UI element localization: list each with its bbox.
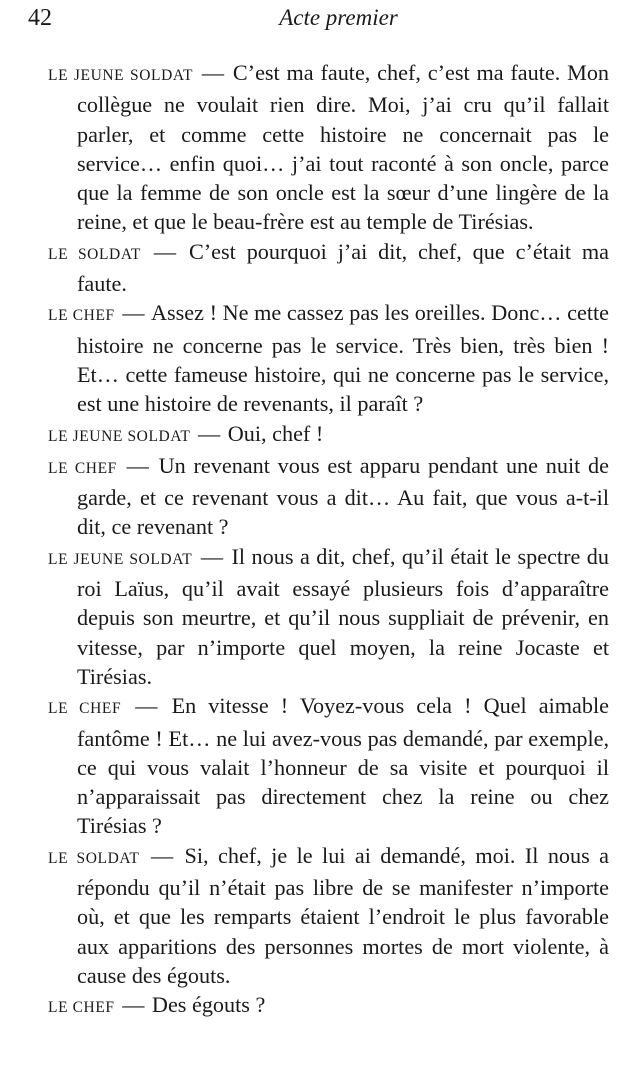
speech [48,990,609,1022]
speaker-name: LE CHEF [48,459,117,477]
speech [48,691,609,840]
speech-dash: — [200,543,224,569]
speech-dash: — [126,452,149,478]
speech [48,419,609,451]
speaker-name: LE JEUNE SOLDAT [48,550,193,568]
speech-dash: — [198,420,221,446]
speaker-name: LE SOLDAT [48,245,141,263]
speech-dash: — [150,842,174,868]
page-number: 42 [28,5,52,31]
speech-text: C’est ma faute, chef, c’est ma faute. Mon collègue ne voulait rien dire. Moi, j’ai cru qu’il fallait parler, et comme cette histoire ne concernait pas le service… enfin quoi… j’ai tout raconté à son oncle, parce que la femme de son oncle est la sœur d’une lingère de la reine, et que le beau-frère est au temple de Tirésias. [77,60,610,235]
speaker-name: LE CHEF [48,307,115,325]
speech [48,451,609,542]
running-title: Acte premier [279,5,398,30]
speech-text: C’est pourquoi j’ai dit, chef, que c’était ma faute. [77,238,610,297]
speaker-name: LE SOLDAT [48,849,140,867]
speech-text: Assez ! Ne me cassez pas les oreilles. Donc… cette histoire ne concerne pas le service. Très bien, très bien ! Et… cette fameuse histoire, qui ne concerne pas le service, est une histoire de revenants, il paraît ? [77,300,609,417]
speaker-name: LE CHEF [48,700,122,718]
speech-text: Si, chef, je le lui ai demandé, moi. Il nous a répondu qu’il n’était pas libre de se manifester n’importe où, et que les remparts étaient l’endroit le plus favorable aux apparitions des personnes mortes de mort violente, à cause des égouts. [77,842,609,988]
play-dialogue [48,58,609,1023]
speech [48,298,609,418]
speech [48,542,609,691]
speech-text: Un revenant vous est apparu pendant une nuit de garde, et ce revenant vous a dit… Au fait, que vous a-t-il dit, ce revenant ? [77,452,610,540]
speech-text: Il nous a dit, chef, qu’il était le spectre du roi Laïus, qu’il avait essayé plusieurs fois d’apparaître depuis son meurtre, et qu’il nous suppliait de prévenir, en vitesse, par n’importe quel moyen, la reine Jocaste et Tirésias. [77,543,609,689]
running-header [28,2,609,34]
speaker-name: LE CHEF [48,999,115,1017]
speech [48,237,609,299]
speech-dash: — [122,300,145,326]
speech [48,841,609,990]
speech-text: En vitesse ! Voyez-vous cela ! Quel aimable fantôme ! Et… ne lui avez-vous pas demandé, par exemple, ce qui vous valait l’honneur de sa visite et pourquoi il n’apparaissait pas directement chez la reine ou chez Tirésias ? [77,693,610,839]
speech-dash: — [135,693,158,719]
speaker-name: LE JEUNE SOLDAT [48,67,194,84]
speech-dash: — [122,992,145,1018]
speech [48,58,609,237]
speech-text: Des égouts ? [151,992,266,1018]
speech-dash: — [201,60,225,85]
speech-dash: — [153,238,177,264]
speech-text: Oui, chef ! [227,420,324,446]
speaker-name: LE JEUNE SOLDAT [48,427,191,445]
